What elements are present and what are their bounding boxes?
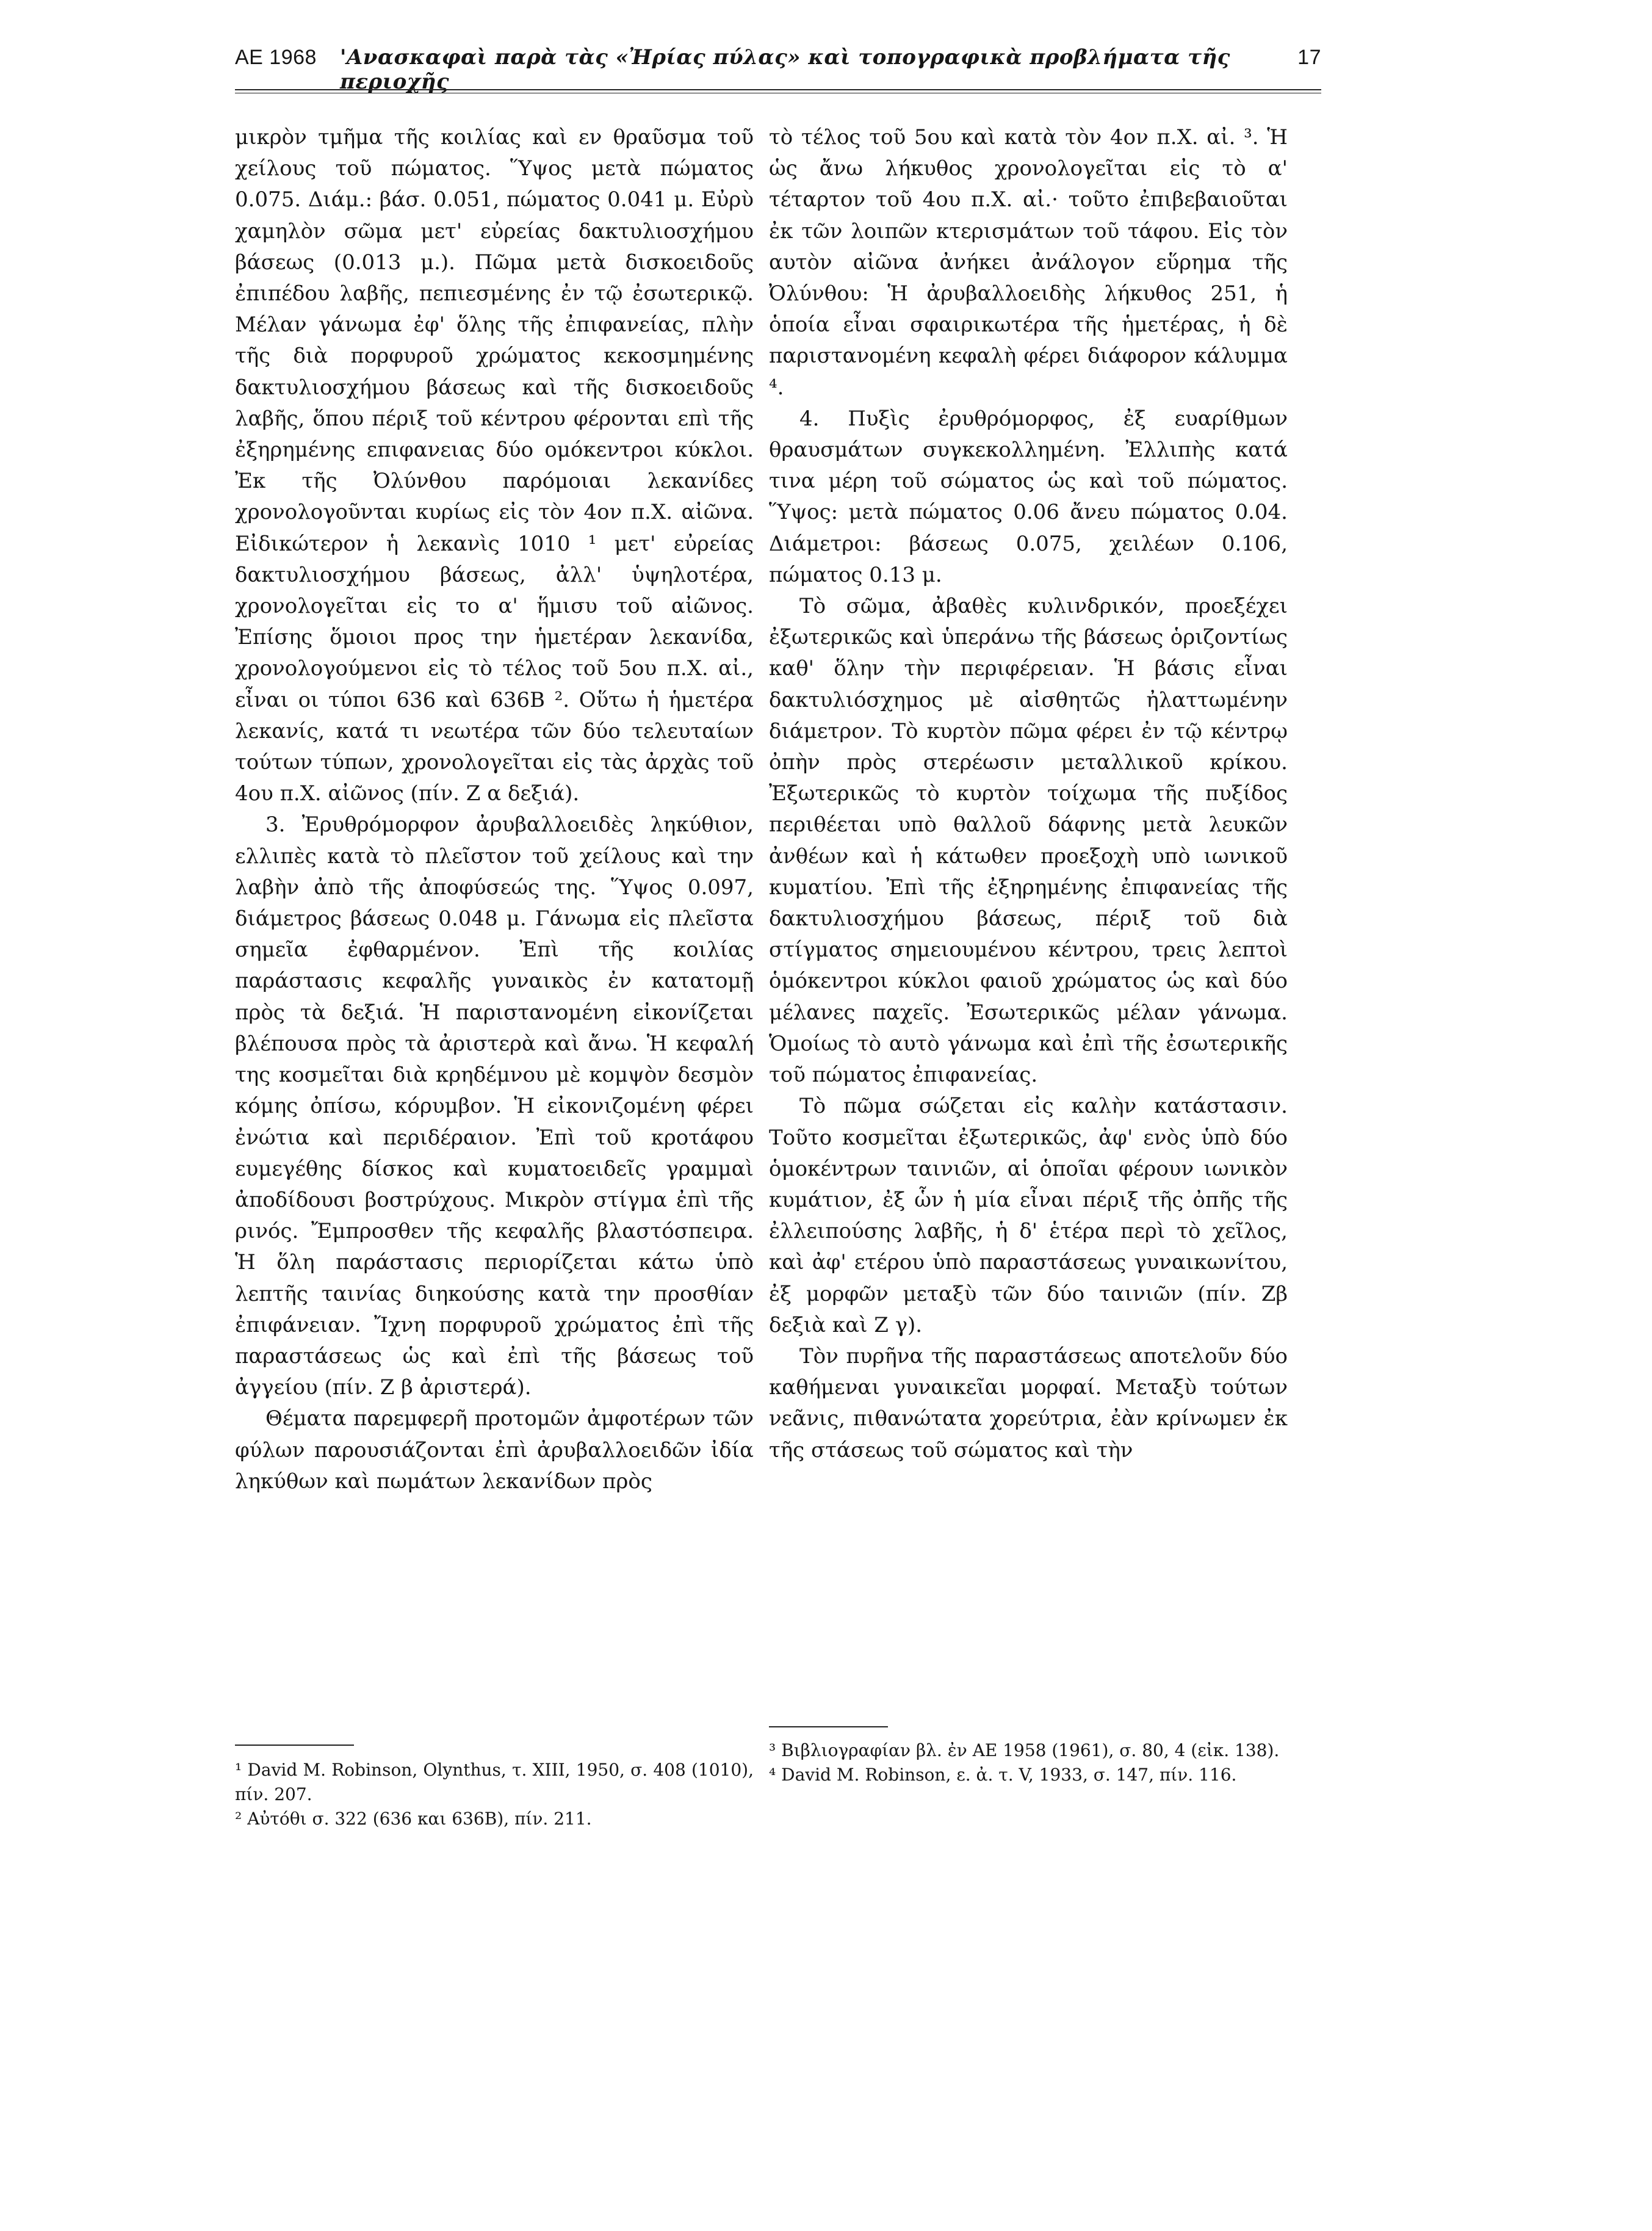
journal-reference: ΑΕ 1968 <box>235 46 317 69</box>
right-paragraph-5: Τὸν πυρῆνα τῆς παραστάσεως αποτελοῦν δύο καθήμεναι γυναικεῖαι μορφαί. Μεταξὺ τούτων νεᾶνις, πιθανώτατα χορεύτρια, ἐὰν κρίνωμεν ἐκ τῆς στάσεως τοῦ σώματος καὶ τὴν <box>769 1343 1288 1463</box>
footnote-4: ⁴ David M. Robinson, ε. ἀ. τ. V, 1933, σ. 147, πίν. 116. <box>769 1765 1237 1785</box>
right-paragraph-4: Τὸ πῶμα σώζεται εἰς καλὴν κατάστασιν. Τοῦτο κοσμεῖται ἐξωτερικῶς, ἀφ' ενὸς ὑπὸ δύο ὁμοκέντρων ταινιῶν, αἱ ὁποῖαι φέρουν ιωνικὸν κυμάτιον, ἐξ ὧν ἡ μία εἶναι πέριξ τῆς ὀπῆς τῆς ἐλλειπούσης λαβῆς, ἡ δ' ἑτέρα περὶ τὸ χεῖλος, καὶ ἀφ' ετέρου ὑπὸ παραστάσεως γυναικωνίτου, ἐξ μορφῶν μεταξὺ τῶν δύο ταινιῶν (πίν. Ζβ δεξιὰ καὶ Ζ γ). <box>769 1094 1288 1337</box>
header-rule-top <box>235 89 1321 90</box>
right-column <box>769 122 1288 1466</box>
footnote-separator-right <box>769 1726 888 1727</box>
footnotes-left <box>235 1758 754 1831</box>
footnote-3: ³ Βιβλιογραφίαν βλ. ἐν ΑΕ 1958 (1961), σ. 80, 4 (εἰκ. 138). <box>769 1740 1280 1760</box>
left-paragraph-2: 3. Ἐρυθρόμορφον ἀρυβαλλοειδὲς ληκύθιον, ελλιπὲς κατὰ τὸ πλεῖστον τοῦ χείλους καὶ την λαβὴν ἀπὸ τῆς ἀποφύσεώς της. Ὕψος 0.097, διάμετρος βάσεως 0.048 μ. Γάνωμα εἰς πλεῖστα σημεῖα ἐφθαρμένον. Ἐπὶ τῆς κοιλίας παράστασις κεφαλῆς γυναικὸς ἐν κατατομῇ πρὸς τὰ δεξιά. Ἡ παριστανομένη εἰκονίζεται βλέπουσα πρὸς τὰ ἀριστερὰ καὶ ἄνω. Ἡ κεφαλή της κοσμεῖται διὰ κρηδέμνου μὲ κομψὸν δεσμὸν κόμης ὀπίσω, κόρυμβον. Ἡ εἰκονιζομένη φέρει ἐνώτια καὶ περιδέραιον. Ἐπὶ τοῦ κροτάφου ευμεγέθης δίσκος καὶ κυματοειδεῖς γραμμαὶ ἀποδίδουσι βοστρύχους. Μικρὸν στίγμα ἐπὶ τῆς ρινός. Ἔμπροσθεν τῆς κεφαλῆς βλαστόσπειρα. Ἡ ὅλη παράστασις περιορίζεται κάτω ὑπὸ λεπτῆς ταινίας διηκούσης κατὰ την προσθίαν ἐπιφάνειαν. Ἴχνη πορφυροῦ χρώματος ἐπὶ τῆς παραστάσεως ὡς καὶ ἐπὶ τῆς βάσεως τοῦ ἀγγείου (πίν. Ζ β ἀριστερά). <box>235 812 754 1400</box>
page-number: 17 <box>1297 46 1321 69</box>
left-column <box>235 122 754 1497</box>
left-paragraph-3: Θέματα παρεμφερῆ προτομῶν ἀμφοτέρων τῶν φύλων παρουσιάζονται ἐπὶ ἀρυβαλλοειδῶν ἰδία ληκύθων καὶ πωμάτων λεκανίδων πρὸς <box>235 1406 754 1494</box>
running-title: 'Ανασκαφαὶ παρὰ τὰς «Ἠρίας πύλας» καὶ τοπογραφικὰ προβλήματα τῆς περιοχῆς <box>339 45 1230 94</box>
right-paragraph-2: 4. Πυξὶς ἐρυθρόμορφος, ἐξ ευαρίθμων θραυσμάτων συγκεκολλημένη. Ἐλλιπὴς κατά τινα μέρη τοῦ σώματος ὡς καὶ τοῦ πώματος. Ὕψος: μετὰ πώματος 0.06 ἄνευ πώματος 0.04. Διάμετροι: βάσεως 0.075, χειλέων 0.106, πώματος 0.13 μ. <box>769 406 1288 587</box>
left-paragraph-1: μικρὸν τμῆμα τῆς κοιλίας καὶ εν θραῦσμα τοῦ χείλους τοῦ πώματος. Ὕψος μετὰ πώματος 0.075. Διάμ.: βάσ. 0.051, πώματος 0.041 μ. Εὐρὺ χαμηλὸν σῶμα μετ' εὐρείας δακτυλιοσχήμου βάσεως (0.013 μ.). Πῶμα μετὰ δισκοειδοῦς ἐπιπέδου λαβῆς, πεπιεσμένης ἐν τῷ ἐσωτερικῷ. Μέλαν γάνωμα ἐφ' ὅλης τῆς ἐπιφανείας, πλὴν τῆς διὰ πορφυροῦ χρώματος κεκοσμημένης δακτυλιοσχήμου βάσεως καὶ τῆς δισκοειδοῦς λαβῆς, ὅπου πέριξ τοῦ κέντρου φέρονται επὶ τῆς ἐξηρημένης επιφανειας δύο ομόκεντροι κύκλοι. Ἐκ τῆς Ὀλύνθου παρόμοιαι λεκανίδες χρονολογοῦνται κυρίως εἰς τὸν 4ον π.Χ. αἰῶνα. Εἰδικώτερον ἡ λεκανὶς 1010 ¹ μετ' εὐρείας δακτυλιοσχήμου βάσεως, ἀλλ' ὑψηλοτέρα, χρονολογεῖται εἰς το α' ἥμισυ τοῦ αἰῶνος. Ἐπίσης ὅμοιοι προς την ἡμετέραν λεκανίδα, χρονολογούμενοι εἰς τὸ τέλος τοῦ 5ου π.Χ. αἰ., εἶναι οι τύποι 636 καὶ 636Β ². Οὕτω ἡ ἡμετέρα λεκανίς, κατά τι νεωτέρα τῶν δύο τελευταίων τούτων τύπων, χρονολογεῖται εἰς τὰς ἀρχὰς τοῦ 4ου π.Χ. αἰῶνος (πίν. Ζ α δεξιά). <box>235 125 754 806</box>
right-paragraph-1: τὸ τέλος τοῦ 5ου καὶ κατὰ τὸν 4ον π.Χ. αἰ. ³. Ἡ ὡς ἄνω λήκυθος χρονολογεῖται εἰς τὸ α' τέταρτον τοῦ 4ου π.Χ. αἰ.· τοῦτο ἐπιβεβαιοῦται ἐκ τῶν λοιπῶν κτερισμάτων τοῦ τάφου. Εἰς τὸν αυτὸν αἰῶνα ἀνήκει ἀνάλογον εὕρημα τῆς Ὀλύνθου: Ἡ ἀρυβαλλοειδὴς λήκυθος 251, ἡ ὁποία εἶναι σφαιρικωτέρα τῆς ἡμετέρας, ἡ δὲ παριστανομένη κεφαλὴ φέρει διάφορον κάλυμμα ⁴. <box>769 125 1288 400</box>
right-paragraph-3: Τὸ σῶμα, ἀβαθὲς κυλινδρικόν, προεξέχει ἐξωτερικῶς καὶ ὑπεράνω τῆς βάσεως ὁριζοντίως καθ' ὅλην τὴν περιφέρειαν. Ἡ βάσις εἶναι δακτυλιόσχημος μὲ αἰσθητῶς ἠλαττωμένην διάμετρον. Τὸ κυρτὸν πῶμα φέρει ἐν τῷ κέντρῳ ὀπὴν πρὸς στερέωσιν μεταλλικοῦ κρίκου. Ἐξωτερικῶς τὸ κυρτὸν τοίχωμα τῆς πυξίδος περιθέεται υπὸ θαλλοῦ δάφνης μετὰ λευκῶν ἀνθέων καὶ ἡ κάτωθεν προεξοχὴ υπὸ ιωνικοῦ κυματίου. Ἐπὶ τῆς ἐξηρημένης ἐπιφανείας τῆς δακτυλιοσχήμου βάσεως, πέριξ τοῦ διὰ στίγματος σημειουμένου κέντρου, τρεις λεπτοὶ ὁμόκεντροι κύκλοι φαιοῦ χρώματος ὡς καὶ δύο μέλανες παχεῖς. Ἐσωτερικῶς μέλαν γάνωμα. Ὁμοίως τὸ αυτὸ γάνωμα καὶ ἐπὶ τῆς ἐσωτερικῆς τοῦ πώματος ἐπιφανείας. <box>769 594 1288 1088</box>
footnote-separator-left <box>235 1745 354 1746</box>
footnote-1: ¹ David M. Robinson, Olynthus, τ. XIII, 1950, σ. 408 (1010), πίν. 207. <box>235 1760 754 1804</box>
footnote-2: ² Αὐτόθι σ. 322 (636 και 636Β), πίν. 211. <box>235 1809 592 1829</box>
footnotes-right <box>769 1738 1288 1787</box>
running-head <box>235 45 1321 94</box>
